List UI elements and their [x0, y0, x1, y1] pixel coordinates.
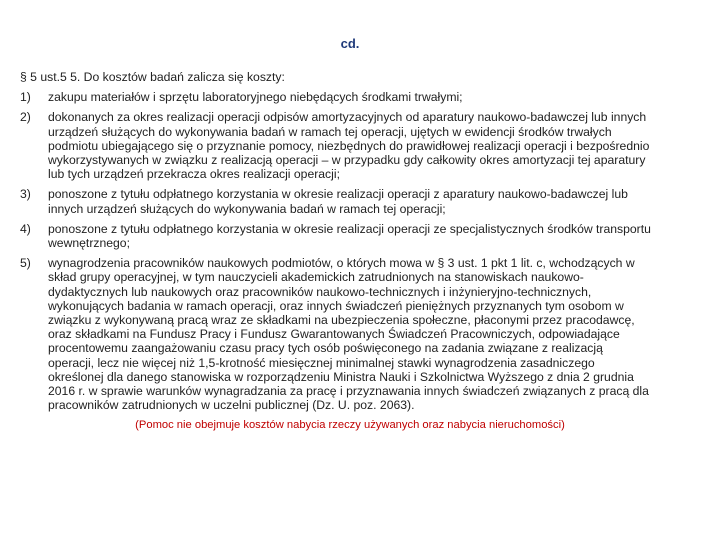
list-item-number: 4)	[20, 221, 31, 236]
page-title: cd.	[340, 36, 360, 51]
list-item-number: 2)	[20, 110, 31, 125]
list-item	[20, 256, 652, 412]
list-item-text: dokonanych za okres realizacji operacji odpisów amortyzacyjnych od aparatury naukowo-badawczej lub innych urządzeń służących do wykonywania badań w ramach tej operacji, ujętych w ewidencji środków trwałych podmiotu ubiegającego się o przyznanie pomocy, niezbędnych do prawidłowej realizacji operacji i bezpośrednio wykorzystywanych w związku z realizacją operacji – w przypadku gdy całkowity okres amortyzacji tej aparatury lub tych urządzeń przekracza okres realizacji operacji;	[48, 110, 650, 182]
list-item	[20, 187, 652, 215]
list-item-number: 1)	[20, 90, 31, 105]
exclusion-note: (Pomoc nie obejmuje kosztów nabycia rzeczy używanych oraz nabycia nieruchomości)	[135, 419, 565, 432]
document-body	[20, 70, 652, 433]
section-heading: § 5 ust.5 5. Do kosztów badań zalicza się koszty:	[20, 70, 285, 84]
list-item-text: wynagrodzenia pracowników naukowych podmiotów, o których mowa w § 3 ust. 1 pkt 1 lit. c, wchodzących w skład grupy operacyjnej, w tym nauczycieli akademickich zatrudnionych na stanowiskach naukowo-dydaktycznych lub naukowych oraz pracowników naukowo-technicznych i inżynieryjno-technicznych, wykonujących badania w ramach operacji, oraz innych świadczeń pieniężnych przyznanych tym osobom w związku z wykonywaną pracą wraz ze składkami na ubezpieczenia społeczne, płaconymi przez pracodawcę, oraz składkami na Fundusz Pracy i Fundusz Gwarantowanych Świadczeń Pracowniczych, odpowiadające procentowemu zaangażowaniu czasu pracy tych osób poświęconego na zadania związane z realizacją operacji, lecz nie więcej niż 1,5-krotność miesięcznej minimalnej stawki wynagrodzenia zasadniczego określonej dla danego stanowiska w rozporządzeniu Ministra Nauki i Szkolnictwa Wyższego z dnia 2 grudnia 2016 r. w sprawie warunków wynagradzania za pracę i przyznawania innych świadczeń związanych z pracą dla pracowników zatrudnionych w uczelni publicznej (Dz. U. poz. 2063).	[48, 256, 649, 413]
list-item-text: ponoszone z tytułu odpłatnego korzystania w okresie realizacji operacji ze specjalistycznych środków transportu wewnętrznego;	[48, 221, 651, 251]
list-item-text: ponoszone z tytułu odpłatnego korzystania w okresie realizacji operacji z aparatury naukowo-badawczej lub innych urządzeń służących do wykonywania badań w ramach tej operacji;	[48, 187, 628, 216]
list-item	[20, 222, 652, 250]
list-item-number: 3)	[20, 187, 31, 202]
list-item-number: 5)	[20, 256, 31, 271]
list-item-text: zakupu materiałów i sprzętu laboratoryjnego niebędących środkami trwałymi;	[48, 90, 463, 105]
list-item	[20, 90, 652, 104]
cost-list	[20, 90, 652, 412]
list-item	[20, 110, 652, 181]
